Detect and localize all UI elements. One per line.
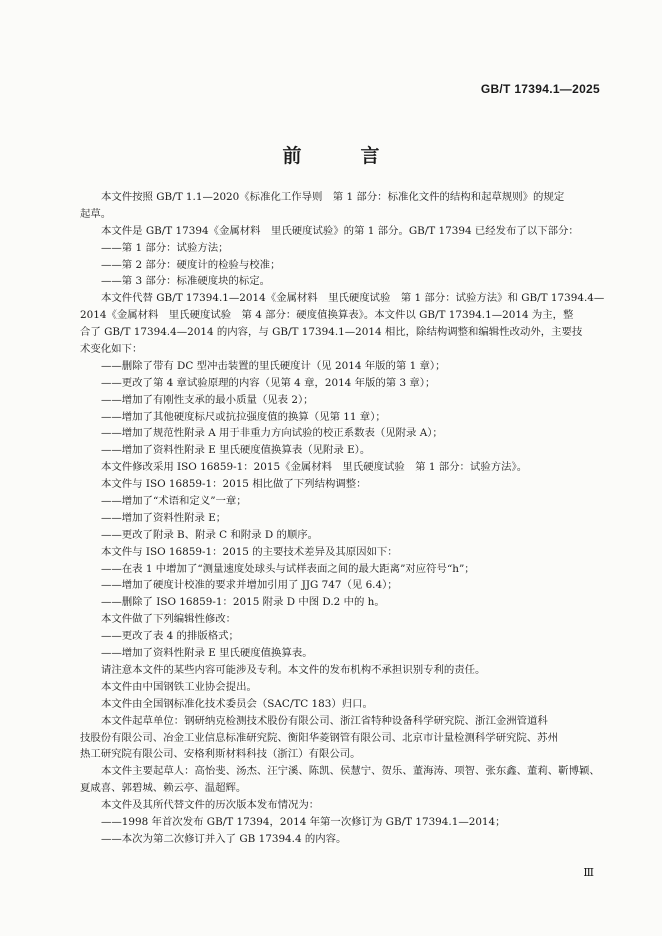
- body-line: ——在表 1 中增加了“测量速度处球头与试样表面之间的最大距离”对应符号“h”；: [101, 562, 475, 575]
- body-line: 本文件是 GB/T 17394《金属材料 里氏硬度试验》的第 1 部分。GB/T 17394 已经发布了以下部分：: [101, 224, 579, 237]
- body-line: 本文件由全国钢标准化技术委员会（SAC/TC 183）归口。: [101, 697, 373, 710]
- body-line: ——更改了附录 B、附录 C 和附录 D 的顺序。: [101, 528, 319, 541]
- body-line: 本文件与 ISO 16859-1：2015 相比做了下列结构调整：: [101, 478, 367, 491]
- body-line: 技股份有限公司、冶金工业信息标准研究院、衡阳华菱钢管有限公司、北京市计量检测科学研究院、苏州: [80, 731, 558, 744]
- body-line: ——删除了 ISO 16859-1：2015 附录 D 中图 D.2 中的 h。: [101, 596, 385, 609]
- body-line: 本文件修改采用 ISO 16859-1：2015《金属材料 里氏硬度试验 第 1 部分：试验方法》。: [101, 461, 528, 474]
- body-line: 本文件起草单位：钢研纳克检测技术股份有限公司、浙江省特种设备科学研究院、浙江金洲管道科: [101, 714, 548, 727]
- body-line: ——更改了第 4 章试验原理的内容（见第 4 章，2014 年版的第 3 章）；: [101, 376, 436, 389]
- body-line: ——增加了资料性附录 E 里氏硬度值换算表。: [101, 647, 313, 660]
- body-line: 2014《金属材料 里氏硬度试验 第 4 部分：硬度值换算表》。本文件以 GB/T 17394.1—2014 为主，整: [80, 309, 574, 322]
- body-line: 本文件做了下列编辑性修改：: [101, 613, 237, 626]
- body-text: [80, 189, 606, 848]
- body-line: ——第 2 部分：硬度计的检验与校准；: [101, 258, 281, 271]
- body-line: ——增加了“术语和定义”一章；: [101, 495, 247, 508]
- body-line: ——增加了有刚性支承的最小质量（见表 2）；: [101, 393, 314, 406]
- body-line: 本文件代替 GB/T 17394.1—2014《金属材料 里氏硬度试验 第 1 部分：试验方法》和 GB/T 17394.4—: [101, 292, 605, 305]
- body-line: 起草。: [80, 207, 112, 220]
- body-line: ——增加了硬度计校准的要求并增加引用了 JJG 747（见 6.4）；: [101, 579, 398, 592]
- body-line: ——增加了规范性附录 A 用于非重力方向试验的校正系数表（见附录 A）；: [101, 427, 443, 440]
- body-line: ——更改了表 4 的排版格式；: [101, 630, 239, 643]
- standard-code: GB/T 17394.1—2025: [480, 82, 600, 96]
- body-line: ——增加了资料性附录 E；: [101, 511, 227, 524]
- body-line: ——增加了其他硬度标尺或抗拉强度值的换算（见第 11 章）；: [101, 410, 386, 423]
- body-line: 本文件及其所代替文件的历次版本发布情况为：: [101, 799, 320, 812]
- body-line: ——1998 年首次发布 GB/T 17394，2014 年第一次修订为 GB/T 17394.1—2014；: [101, 815, 506, 828]
- body-line: ——第 1 部分：试验方法；: [101, 241, 229, 254]
- page-title: 前 言: [282, 145, 400, 167]
- body-line: ——删除了带有 DC 型冲击装置的里氏硬度计（见 2014 年版的第 1 章）；: [101, 359, 446, 372]
- body-line: 本文件主要起草人：高怡斐、汤杰、汪宁溪、陈凯、侯慧宁、贺乐、董海涛、项智、张东鑫、董莉、靳博颖、: [101, 765, 600, 778]
- body-line: ——增加了资料性附录 E 里氏硬度值换算表（见附录 E）。: [101, 444, 371, 457]
- body-line: 请注意本文件的某些内容可能涉及专利。本文件的发布机构不承担识别专利的责任。: [101, 663, 486, 676]
- body-line: ——本次为第二次修订并入了 GB 17394.4 的内容。: [101, 832, 347, 845]
- page-number: Ⅲ: [583, 866, 594, 879]
- body-line: 夏咸喜、郭碧城、赖云亭、温超辉。: [80, 782, 247, 795]
- body-line: 热工研究院有限公司、安格利斯材料科技（浙江）有限公司。: [80, 748, 361, 761]
- body-line: 本文件按照 GB/T 1.1—2020《标准化工作导则 第 1 部分：标准化文件的结构和起草规则》的规定: [101, 191, 565, 203]
- body-line: 术变化如下：: [80, 343, 143, 356]
- body-line: ——第 3 部分：标准硬度块的标定。: [101, 275, 271, 288]
- body-line: 合了 GB/T 17394.4—2014 的内容，与 GB/T 17394.1—2014 相比，除结构调整和编辑性改动外，主要技: [80, 326, 583, 339]
- body-line: 本文件由中国钢铁工业协会提出。: [101, 680, 257, 693]
- body-line: 本文件与 ISO 16859-1：2015 的主要技术差异及其原因如下：: [101, 545, 398, 558]
